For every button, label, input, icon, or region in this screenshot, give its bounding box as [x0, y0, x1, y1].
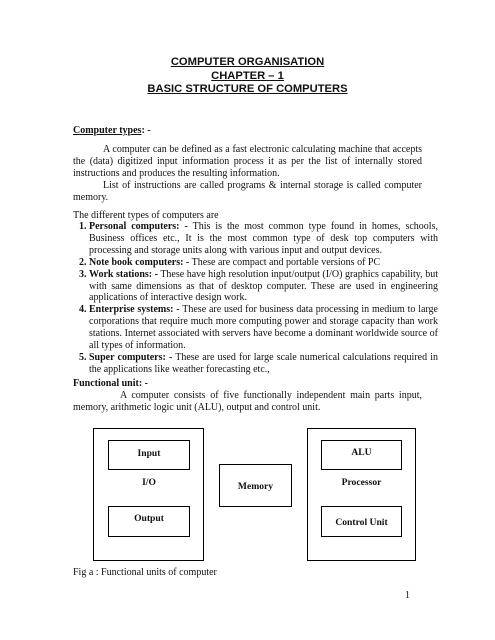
list-item-text: These are compact and portable versions of PC [189, 256, 381, 268]
list-item-text: These have high resolution input/output (I/O) graphics capability, but with same dimensions as that of desktop computer. These are used in engineering applications of interactive design work. [89, 268, 438, 304]
page-number: 1 [405, 590, 410, 601]
list-item-text: These are used for business data processing in medium to large corporations that require much more computing power and storage capacity than work stations. Internet associated with servers have become a dominant worldwide source of all types of information. [89, 304, 438, 352]
functional-unit-paragraph: A computer consists of five functionally independent main parts input, memory, arithmetic logic unit (ALU), output and control unit. [73, 390, 422, 413]
list-item [89, 304, 438, 352]
header-chapter: CHAPTER – 1 [211, 69, 284, 82]
header-subtitle: BASIC STRUCTURE OF COMPUTERS [147, 83, 348, 95]
list-item [89, 352, 438, 376]
list-item-term: Personal computers: - [89, 221, 188, 232]
list-item-term: Work stations: - [89, 268, 158, 280]
types-list-intro: The different types of computers are [73, 210, 219, 221]
list-item [89, 257, 438, 269]
computer-definition-paragraph: A computer can be defined as a fast electronic calculating machine that accepts the (data) digitized input information process it as per the list of internally stored instructions and produces the resulting information. [73, 144, 422, 179]
input-label: Input [137, 448, 161, 459]
control-unit-label: Control Unit [335, 517, 388, 528]
programs-paragraph: List of instructions are called programs & internal storage is called computer memory. [73, 180, 422, 203]
list-item-text: This is the most common type found in homes, schools, Business offices etc., It is the most common type of desk top computers with processing and storage units along with various input and output devices. [89, 221, 438, 256]
functional-unit-heading: Functional unit: - [73, 378, 149, 389]
computer-types-heading: Computer types [73, 125, 142, 136]
document-header [0, 56, 495, 97]
output-label: Output [134, 513, 164, 524]
io-label: I/O [142, 477, 156, 488]
list-item [89, 269, 438, 305]
memory-label: Memory [237, 481, 274, 492]
list-item-term: Enterprise systems: - [89, 304, 180, 316]
computer-types-list [73, 221, 438, 376]
list-item-term: Note book computers: - [89, 256, 190, 268]
processor-label: Processor [341, 477, 382, 488]
list-item-term: Super computers: - [89, 351, 173, 363]
alu-label: ALU [351, 447, 372, 458]
computer-types-heading-suffix: : - [141, 125, 151, 136]
header-title: COMPUTER ORGANISATION [170, 56, 325, 68]
figure-caption: Fig a : Functional units of computer [73, 567, 217, 578]
list-item [89, 221, 438, 257]
computer-types-heading-row [73, 125, 151, 137]
list-item-text: These are used for large scale numerical calculations required in the applications like weather forecasting etc., [89, 351, 438, 375]
